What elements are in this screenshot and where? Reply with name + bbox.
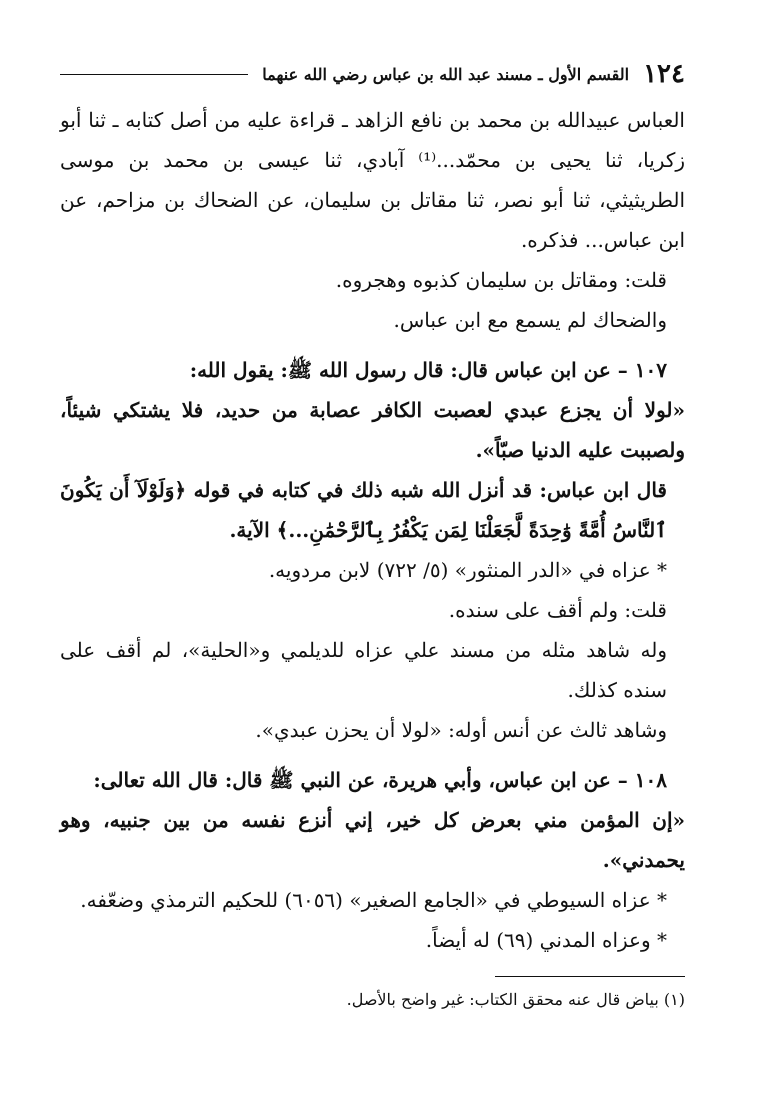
page: [60, 56, 685, 1015]
ibn-abbas-comment: قال ابن عباس: قد أنزل الله شبه ذلك في كتابه في قوله ﴿وَلَوْلَآ أَن يَكُونَ ٱلنَّاسُ أُمَّةً وَٰحِدَةً لَّجَعَلْنَا لِمَن يَكْفُرُ بِٱلرَّحْمَٰنِ...﴾ الآية.: [60, 478, 667, 542]
running-header: [60, 56, 685, 92]
page-number: ١٢٤: [643, 59, 685, 89]
takhrij-107: * عزاه في «الدر المنثور» (٥/ ٧٢٢) لابن مردويه.: [268, 558, 667, 582]
hadith-107-heading: ١٠٧ – عن ابن عباس قال: قال رسول الله ﷺ: يقول الله:: [189, 358, 667, 382]
hadith-108-text: «إن المؤمن مني بعرض كل خير، إني أنزع نفسه من بين جنبيه، وهو يحمدني».: [60, 808, 685, 872]
takhrij-108-madani: * وعزاه المدني (٦٩) له أيضاً.: [425, 928, 667, 952]
header-rule: [60, 74, 248, 75]
footnote: (١) بياض قال عنه محقق الكتاب: غير واضح بالأصل.: [346, 990, 685, 1009]
footnote-rule: [495, 976, 685, 977]
header-title: القسم الأول ـ مسند عبد الله بن عباس رضي الله عنهما: [262, 64, 630, 84]
shahid-ali: وله شاهد مثله من مسند علي عزاه للديلمي و«الحلية»، لم أقف على سنده كذلك.: [60, 638, 667, 702]
takhrij-108-suyuti: * عزاه السيوطي في «الجامع الصغير» (٦٠٥٦) للحكيم الترمذي وضعّفه.: [80, 888, 667, 912]
hadith-107-text: «لولا أن يجزع عبدي لعصبت الكافر عصابة من حديد، فلا يشتكي شيئاً، ولصببت عليه الدنيا صبّاً».: [60, 398, 685, 462]
shahid-anas: وشاهد ثالث عن أنس أوله: «لولا أن يحزن عبدي».: [255, 718, 667, 742]
isnad-paragraph: العباس عبيدالله بن محمد بن نافع الزاهد ـ قراءة عليه من أصل كتابه ـ ثنا أبو زكريا، ثنا يحيى بن محمّد...⁽¹⁾ آبادي، ثنا عيسى بن محمد بن موسى الطريثيثي، ثنا أبو نصر، ثنا مقاتل بن سليمان، عن الضحاك بن مزاحم، عن ابن عباس... فذكره.: [60, 108, 685, 252]
hadith-108-heading: ١٠٨ – عن ابن عباس، وأبي هريرة، عن النبي ﷺ قال: قال الله تعالى:: [93, 768, 667, 792]
comment-dahhak: والضحاك لم يسمع مع ابن عباس.: [393, 308, 667, 332]
comment-sanad: قلت: ولم أقف على سنده.: [448, 598, 667, 622]
comment-muqatil: قلت: ومقاتل بن سليمان كذبوه وهجروه.: [335, 268, 667, 292]
